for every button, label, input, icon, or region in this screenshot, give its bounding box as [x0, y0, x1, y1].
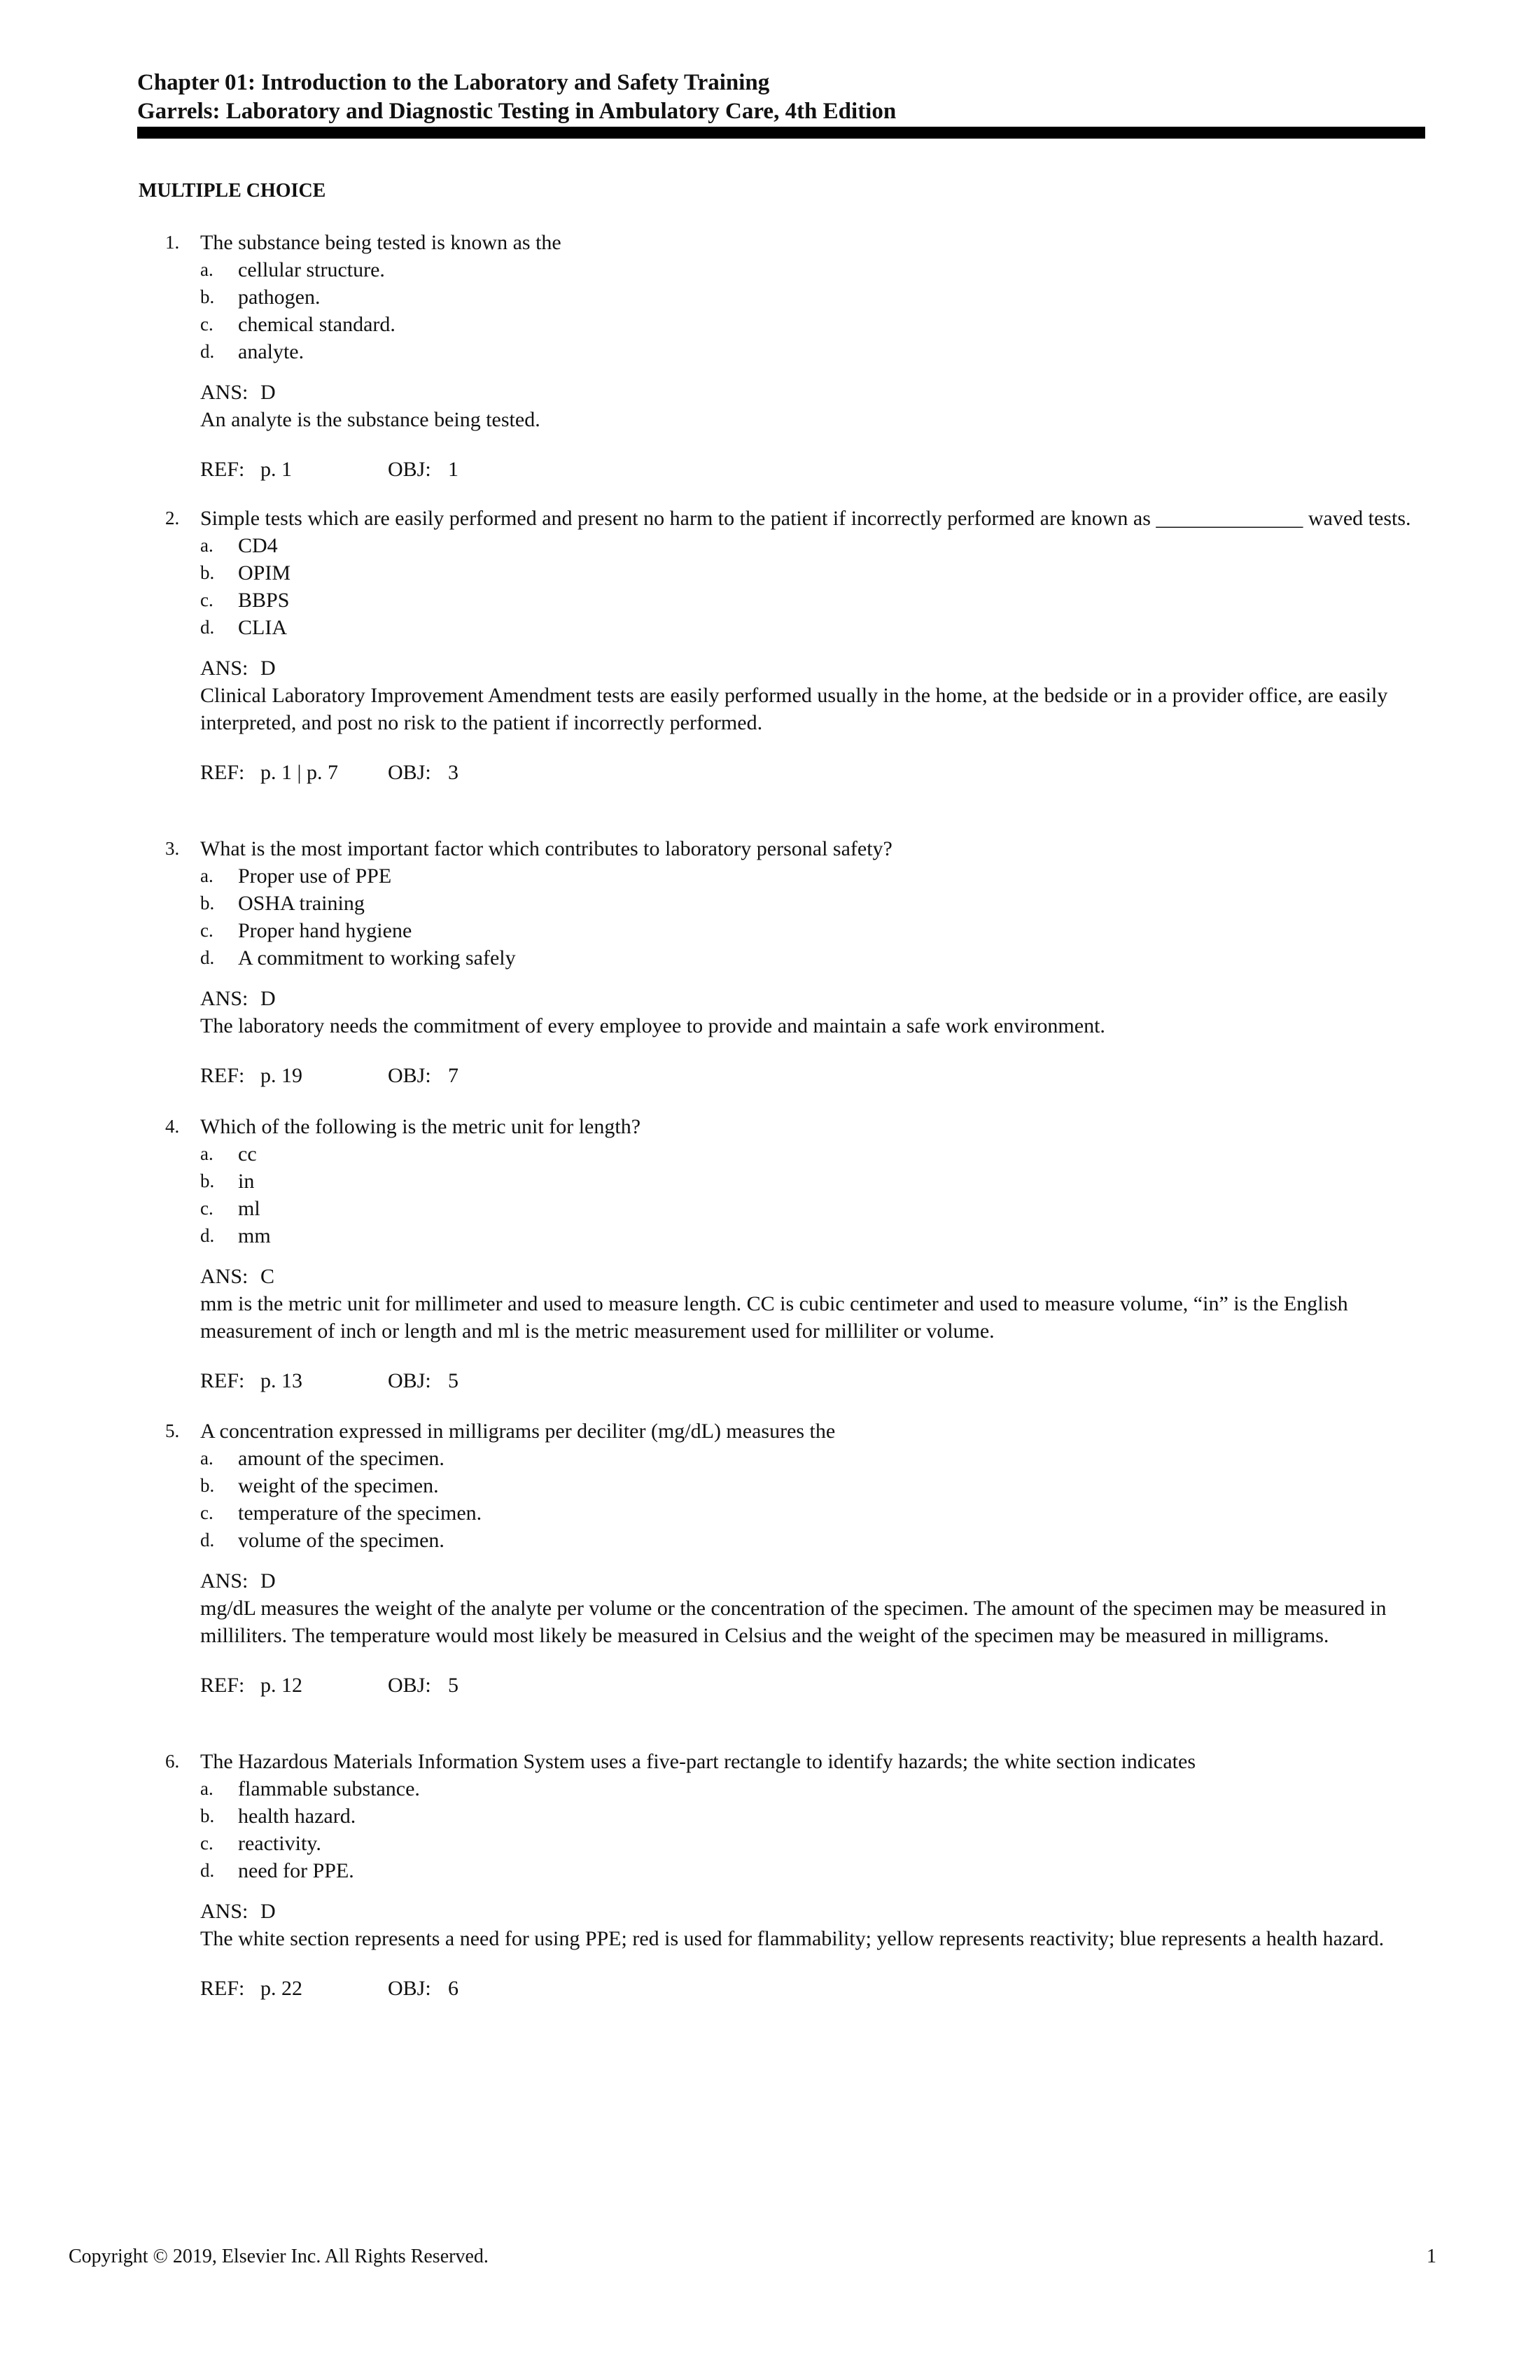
question-1: [0, 229, 1540, 483]
choice-text: pathogen.: [238, 286, 321, 309]
choice-letter: b.: [200, 1475, 215, 1496]
choice-letter: b.: [200, 1170, 215, 1191]
choice-letter: a.: [200, 1778, 214, 1799]
book-title: Garrels: Laboratory and Diagnostic Testing in Ambulatory Care, 4th Edition: [137, 99, 897, 124]
obj-label: OBJ:: [388, 1977, 431, 2000]
question-5: [0, 1418, 1540, 1699]
choice-a: [200, 1140, 1540, 1168]
obj-value: 1: [448, 458, 458, 481]
answer-block: [200, 1898, 1418, 1952]
choice-d: [200, 614, 1540, 641]
question-6: [0, 1748, 1540, 2002]
choice-letter: a.: [200, 1143, 214, 1164]
page-header: [137, 69, 1425, 126]
page-number: 1: [1427, 2246, 1436, 2267]
reference-line: [200, 1975, 1540, 2002]
choice-text: flammable substance.: [238, 1777, 420, 1800]
reference-line: [200, 1062, 1540, 1089]
choice-letter: c.: [200, 1198, 214, 1219]
answer-value: D: [260, 987, 276, 1010]
choice-a: [200, 532, 1540, 559]
choice-letter: c.: [200, 589, 214, 610]
obj-label: OBJ:: [388, 1674, 431, 1697]
choice-letter: d.: [200, 1530, 215, 1550]
choice-text: cc: [238, 1142, 257, 1166]
choice-letter: d.: [200, 1225, 215, 1246]
ref-label: REF:: [200, 1369, 245, 1392]
rationale: mm is the metric unit for millimeter and used to measure length. CC is cubic centimeter and used to measure volume, “in” is the English measurement of inch or length and ml is the metric measurement used for milliliter or volume.: [200, 1292, 1348, 1343]
answer-block: [200, 379, 1418, 433]
rationale: mg/dL measures the weight of the analyte per volume or the concentration of the specimen. The amount of the specimen may be measured in milliliters. The temperature would most likely be measured in Celsius and the weight of the specimen may be measured in milligrams.: [200, 1597, 1387, 1647]
obj-label: OBJ:: [388, 458, 431, 481]
answer-line: [200, 1263, 1418, 1290]
choice-letter: c.: [200, 314, 214, 335]
choice-a: [200, 256, 1540, 284]
choice-a: [200, 1775, 1540, 1802]
answer-block: [200, 1567, 1418, 1649]
answer-line: [200, 1898, 1418, 1925]
choice-a: [200, 1445, 1540, 1472]
question-2: [0, 505, 1540, 786]
question-number: 1.: [165, 232, 180, 253]
answer-label: ANS:: [200, 1900, 248, 1923]
question-4: [0, 1113, 1540, 1394]
reference-line: [200, 1367, 1540, 1394]
choice-text: health hazard.: [238, 1805, 356, 1828]
choice-b: [200, 559, 1540, 587]
obj-value: 7: [448, 1064, 458, 1087]
answer-label: ANS:: [200, 1569, 248, 1592]
header-rule: [137, 127, 1425, 139]
choice-d: [200, 338, 1540, 365]
obj-value: 5: [448, 1369, 458, 1392]
question-stem: What is the most important factor which contributes to laboratory personal safety?: [200, 837, 892, 860]
answer-block: [200, 985, 1418, 1040]
question-number: 4.: [165, 1116, 180, 1137]
obj-value: 5: [448, 1674, 458, 1697]
chapter-title: Chapter 01: Introduction to the Laboratory and Safety Training: [137, 70, 770, 95]
obj-label: OBJ:: [388, 1369, 431, 1392]
ref-label: REF:: [200, 1064, 245, 1087]
answer-label: ANS:: [200, 987, 248, 1010]
choice-text: Proper hand hygiene: [238, 919, 412, 942]
choice-d: [200, 1222, 1540, 1250]
choice-text: ml: [238, 1197, 260, 1220]
obj-label: OBJ:: [388, 761, 431, 784]
choice-c: [200, 1499, 1540, 1527]
question-stem: The substance being tested is known as the: [200, 231, 561, 254]
ref-value: p. 1: [260, 458, 292, 481]
choice-letter: b.: [200, 1805, 215, 1826]
choice-c: [200, 311, 1540, 338]
question-number: 5.: [165, 1420, 180, 1441]
choice-text: weight of the specimen.: [238, 1474, 439, 1497]
choice-letter: b.: [200, 562, 215, 583]
ref-label: REF:: [200, 1977, 245, 2000]
question-stem: A concentration expressed in milligrams per deciliter (mg/dL) measures the: [200, 1420, 836, 1443]
choice-b: [200, 1802, 1540, 1830]
answer-line: [200, 379, 1418, 406]
section-heading: MULTIPLE CHOICE: [139, 180, 326, 202]
choice-c: [200, 1830, 1540, 1857]
reference-line: [200, 456, 1540, 483]
choice-letter: a.: [200, 865, 214, 886]
footer-copyright: Copyright © 2019, Elsevier Inc. All Rights Reserved.: [69, 2246, 489, 2267]
ref-value: p. 19: [260, 1064, 302, 1087]
rationale: An analyte is the substance being tested.: [200, 408, 540, 431]
question-number: 6.: [165, 1751, 180, 1772]
choice-text: OSHA training: [238, 892, 365, 915]
choice-letter: a.: [200, 259, 214, 280]
obj-value: 3: [448, 761, 458, 784]
reference-line: [200, 1672, 1540, 1699]
choice-text: amount of the specimen.: [238, 1447, 444, 1470]
choice-b: [200, 890, 1540, 917]
answer-line: [200, 654, 1418, 682]
answer-value: D: [260, 1569, 276, 1592]
choice-text: reactivity.: [238, 1832, 321, 1855]
ref-label: REF:: [200, 1674, 245, 1697]
rationale: The laboratory needs the commitment of every employee to provide and maintain a safe work environment.: [200, 1014, 1105, 1037]
choice-text: cellular structure.: [238, 258, 385, 281]
answer-label: ANS:: [200, 657, 248, 680]
choice-letter: d.: [200, 341, 215, 362]
question-stem: Simple tests which are easily performed and present no harm to the patient if incorrectly performed are known as ______________ waved tests.: [200, 507, 1411, 530]
rationale: Clinical Laboratory Improvement Amendment tests are easily performed usually in the home, at the bedside or in a provider office, are easily interpreted, and post no risk to the patient if incorrectly performed.: [200, 684, 1388, 734]
obj-value: 6: [448, 1977, 458, 2000]
choice-letter: a.: [200, 1448, 214, 1469]
choice-text: CD4: [238, 534, 278, 557]
answer-block: [200, 1263, 1418, 1345]
answer-line: [200, 1567, 1418, 1595]
answer-value: D: [260, 381, 276, 404]
choice-text: A commitment to working safely: [238, 946, 516, 969]
rationale: The white section represents a need for using PPE; red is used for flammability; yellow represents reactivity; blue represents a health hazard.: [200, 1927, 1385, 1950]
choice-letter: a.: [200, 535, 214, 556]
choice-b: [200, 1472, 1540, 1499]
ref-value: p. 12: [260, 1674, 302, 1697]
ref-value: p. 1 | p. 7: [260, 761, 339, 784]
answer-value: D: [260, 1900, 276, 1923]
choice-text: CLIA: [238, 616, 287, 639]
choice-d: [200, 1527, 1540, 1554]
choice-text: BBPS: [238, 589, 290, 612]
choice-a: [200, 862, 1540, 890]
question-3: [0, 835, 1540, 1089]
choice-d: [200, 944, 1540, 972]
answer-line: [200, 985, 1418, 1012]
choice-letter: c.: [200, 1833, 214, 1854]
choice-text: in: [238, 1170, 255, 1193]
question-stem: The Hazardous Materials Information System uses a five-part rectangle to identify hazards; the white section indicates: [200, 1750, 1196, 1773]
question-number: 2.: [165, 507, 180, 528]
answer-value: C: [260, 1265, 275, 1288]
choice-letter: d.: [200, 617, 215, 638]
answer-value: D: [260, 657, 276, 680]
choice-b: [200, 284, 1540, 311]
choice-text: volume of the specimen.: [238, 1529, 444, 1552]
choice-text: need for PPE.: [238, 1859, 354, 1882]
choice-letter: d.: [200, 1860, 215, 1881]
choice-b: [200, 1168, 1540, 1195]
obj-label: OBJ:: [388, 1064, 431, 1087]
question-stem: Which of the following is the metric unit for length?: [200, 1115, 641, 1138]
choice-text: chemical standard.: [238, 313, 396, 336]
choice-letter: b.: [200, 286, 215, 307]
choice-c: [200, 1195, 1540, 1222]
choice-text: Proper use of PPE: [238, 864, 392, 888]
choice-text: mm: [238, 1224, 271, 1247]
ref-label: REF:: [200, 761, 245, 784]
answer-block: [200, 654, 1418, 736]
choice-letter: b.: [200, 892, 215, 913]
choice-text: temperature of the specimen.: [238, 1502, 482, 1525]
choice-c: [200, 917, 1540, 944]
choice-text: OPIM: [238, 561, 291, 584]
choice-text: analyte.: [238, 340, 304, 363]
ref-label: REF:: [200, 458, 245, 481]
choice-d: [200, 1857, 1540, 1884]
ref-value: p. 13: [260, 1369, 302, 1392]
answer-label: ANS:: [200, 381, 248, 404]
answer-label: ANS:: [200, 1265, 248, 1288]
choice-letter: c.: [200, 920, 214, 941]
choice-letter: d.: [200, 947, 215, 968]
reference-line: [200, 759, 1540, 786]
choice-c: [200, 587, 1540, 614]
ref-value: p. 22: [260, 1977, 302, 2000]
choice-letter: c.: [200, 1502, 214, 1523]
question-number: 3.: [165, 838, 180, 859]
